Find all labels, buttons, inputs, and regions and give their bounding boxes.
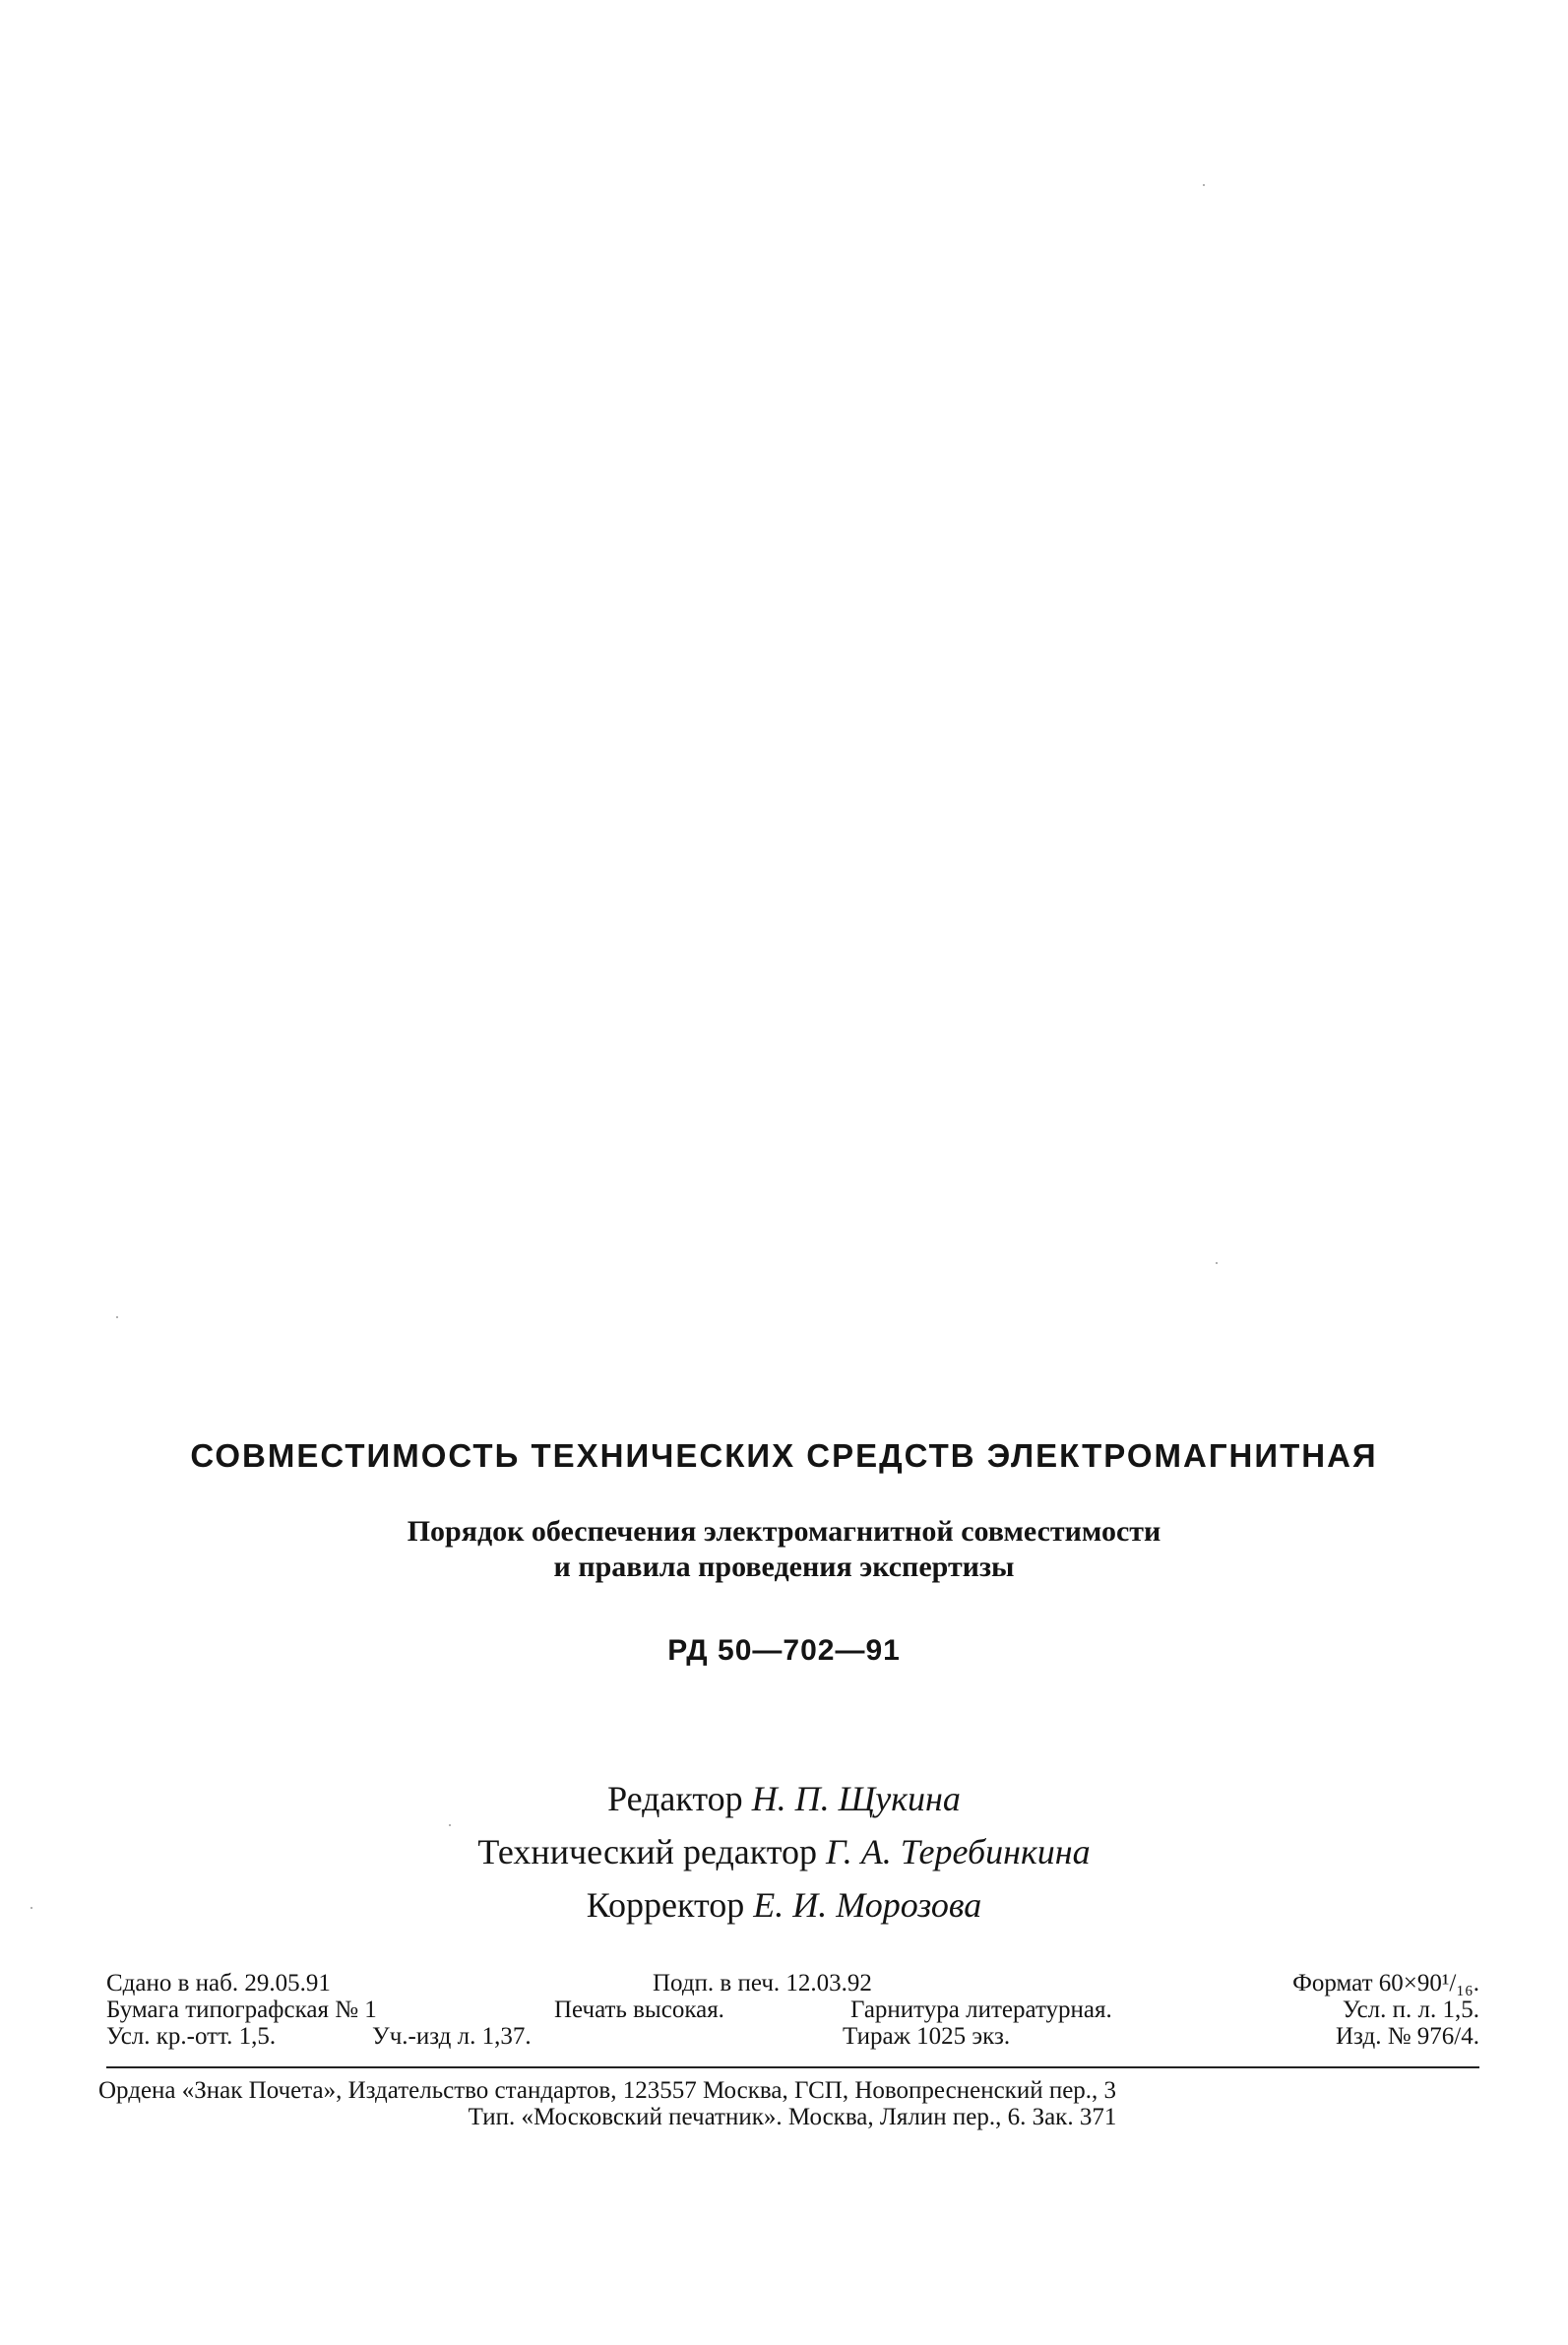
publisher-line-1: Ордена «Знак Почета», Издательство стандартов, 123557 Москва, ГСП, Новопресненский пер., 3	[98, 2077, 1117, 2104]
imprint-row-1	[106, 1970, 1479, 1996]
credit-name: Г. А. Теребинкина	[826, 1832, 1091, 1871]
imprint-paper: Бумага типографская № 1	[106, 1996, 377, 2023]
credit-name: Е. И. Морозова	[753, 1885, 982, 1925]
document-number: РД 50—702—91	[667, 1634, 901, 1667]
credit-editor	[0, 1772, 1568, 1825]
imprint-format: Формат 60×90¹/₁₆.	[1292, 1970, 1479, 1996]
credit-proofreader	[0, 1878, 1568, 1932]
imprint-typeface: Гарнитура литературная.	[850, 1996, 1112, 2023]
imprint-circulation: Тираж 1025 экз.	[843, 2023, 1011, 2050]
scan-speck	[116, 1316, 118, 1318]
divider-line	[106, 2066, 1479, 2068]
imprint-row-3	[106, 2023, 1479, 2050]
scan-speck	[31, 1907, 32, 1909]
scan-speck	[449, 1824, 451, 1826]
credit-name: Н. П. Щукина	[751, 1779, 961, 1818]
credit-role: Редактор	[607, 1779, 743, 1818]
scan-speck	[1203, 184, 1205, 186]
subtitle-line-2: и правила проведения экспертизы	[553, 1551, 1015, 1583]
document-title: СОВМЕСТИМОСТЬ ТЕХНИЧЕСКИХ СРЕДСТВ ЭЛЕКТРОМАГНИТНАЯ	[190, 1437, 1378, 1474]
imprint-color-sheets: Усл. кр.-отт. 1,5.	[106, 2023, 277, 2050]
credit-role: Технический редактор	[477, 1832, 818, 1871]
imprint-printing: Печать высокая.	[554, 1996, 724, 2023]
imprint-publ-sheets: Уч.-изд л. 1,37.	[372, 2023, 532, 2050]
credit-technical-editor	[0, 1825, 1568, 1878]
imprint-row-2	[106, 1996, 1479, 2023]
publisher-line-2: Тип. «Московский печатник». Москва, Лялин пер., 6. Зак. 371	[468, 2104, 1117, 2130]
subtitle-line-1: Порядок обеспечения электромагнитной совместимости	[407, 1515, 1161, 1548]
scan-speck	[1216, 1262, 1218, 1264]
imprint-signed: Подп. в печ. 12.03.92	[653, 1970, 872, 1996]
credits-block	[0, 1772, 1568, 1932]
document-subtitle	[0, 1514, 1568, 1585]
credit-role: Корректор	[586, 1885, 745, 1925]
imprint-submitted: Сдано в наб. 29.05.91	[106, 1970, 331, 1996]
imprint-edition: Изд. № 976/4.	[1336, 2023, 1479, 2050]
imprint-block	[106, 1970, 1479, 2050]
publisher-block	[98, 2077, 1486, 2130]
imprint-sheets: Усл. п. л. 1,5.	[1342, 1996, 1479, 2023]
